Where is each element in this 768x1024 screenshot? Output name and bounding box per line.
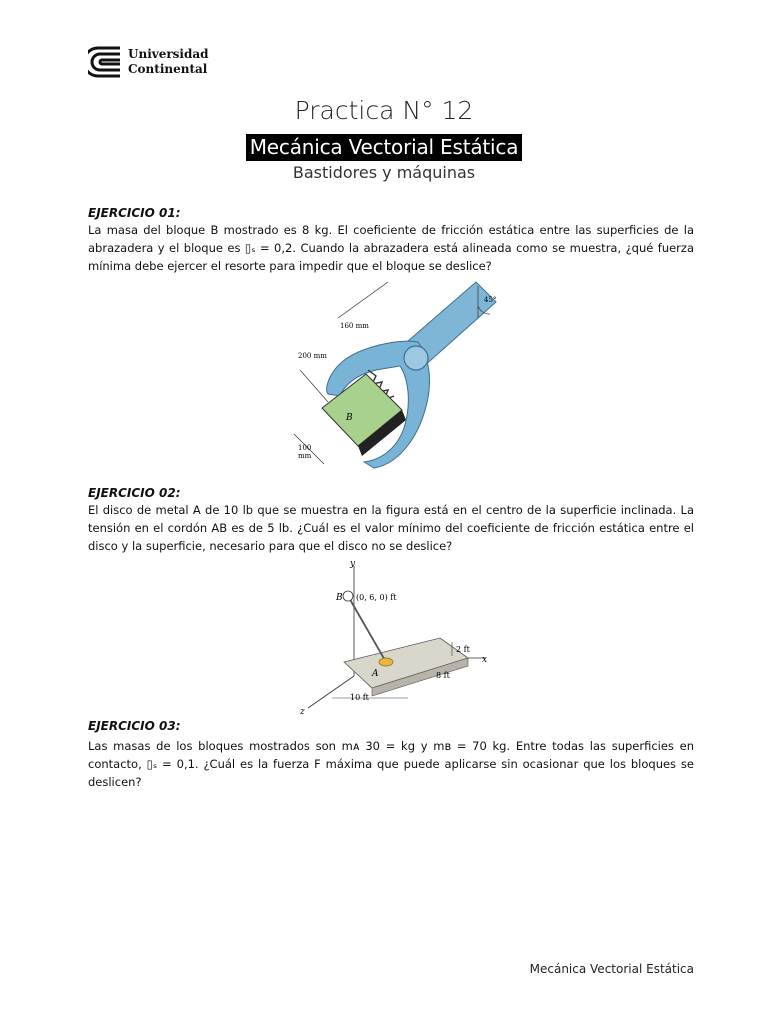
course-subtitle: Mecánica Vectorial Estática	[246, 134, 523, 161]
exercise-1-figure	[288, 278, 504, 474]
b-coords-label: (0, 6, 0) ft	[356, 593, 397, 602]
exercise-3-heading: EJERCICIO 03:	[88, 719, 181, 733]
university-logo	[88, 44, 228, 84]
pivot-circle	[404, 346, 428, 370]
logo-text	[128, 47, 209, 77]
dim-160-label: 160 mm	[340, 322, 369, 330]
subtitle-wrapper	[0, 134, 768, 161]
angle-label: 45°	[484, 296, 497, 304]
dim-line-160	[338, 282, 388, 318]
dim-line-200	[300, 370, 328, 402]
z-axis	[308, 676, 354, 708]
b-label: B	[336, 593, 343, 603]
dim-2ft-label: 2 ft	[456, 645, 470, 654]
point-b-ring	[343, 591, 353, 601]
topic-title: Bastidores y máquinas	[292, 163, 476, 182]
page-title: Practica N° 12	[294, 96, 474, 125]
exercise-2-figure	[296, 558, 496, 718]
logo-mark-icon	[88, 44, 124, 80]
dim-8ft-label: 8 ft	[436, 671, 450, 680]
logo-line-1: Universidad	[128, 47, 209, 61]
dim-100-label-b: mm	[298, 452, 312, 460]
block-label: B	[346, 413, 353, 423]
exercise-3-text: Las masas de los bloques mostrados son mᴀ 30 = kg y mʙ = 70 kg. Entre todas las superficies en contacto, ▯ₛ = 0,1. ¿Cuál es la fuerza F máxima que puede aplicarse sin ocasionar que los bloques se deslicen?	[88, 739, 694, 789]
dim-200-label: 200 mm	[298, 352, 327, 360]
y-axis-label: y	[350, 559, 356, 569]
dim-10ft-label: 10 ft	[350, 693, 369, 702]
page-footer: Mecánica Vectorial Estática	[529, 962, 694, 976]
disk-a	[379, 658, 393, 666]
exercise-2-text: El disco de metal A de 10 lb que se muestra en la figura está en el centro de la superficie inclinada. La tensión en el cordón AB es de 5 lb. ¿Cuál es el valor mínimo del coeficiente de fricción estática entre el disco y la superficie, necesario para que el disco no se deslice?	[88, 503, 694, 553]
a-label: A	[372, 669, 379, 679]
dim-100-label-a: 100	[298, 444, 312, 452]
logo-line-2: Continental	[128, 62, 208, 76]
exercise-1-heading: EJERCICIO 01:	[88, 206, 181, 220]
exercise-1-text: La masa del bloque B mostrado es 8 kg. El coeficiente de fricción estática entre las superficies de la abrazadera y el bloque es ▯ₛ = 0,2. Cuando la abrazadera está alineada como se muestra, ¿qué fuerza mínima debe ejercer el resorte para impedir que el bloque se deslice?	[88, 223, 694, 273]
exercise-2-heading: EJERCICIO 02:	[88, 486, 181, 500]
x-axis-label: x	[482, 655, 488, 665]
z-axis-label: z	[300, 707, 305, 717]
